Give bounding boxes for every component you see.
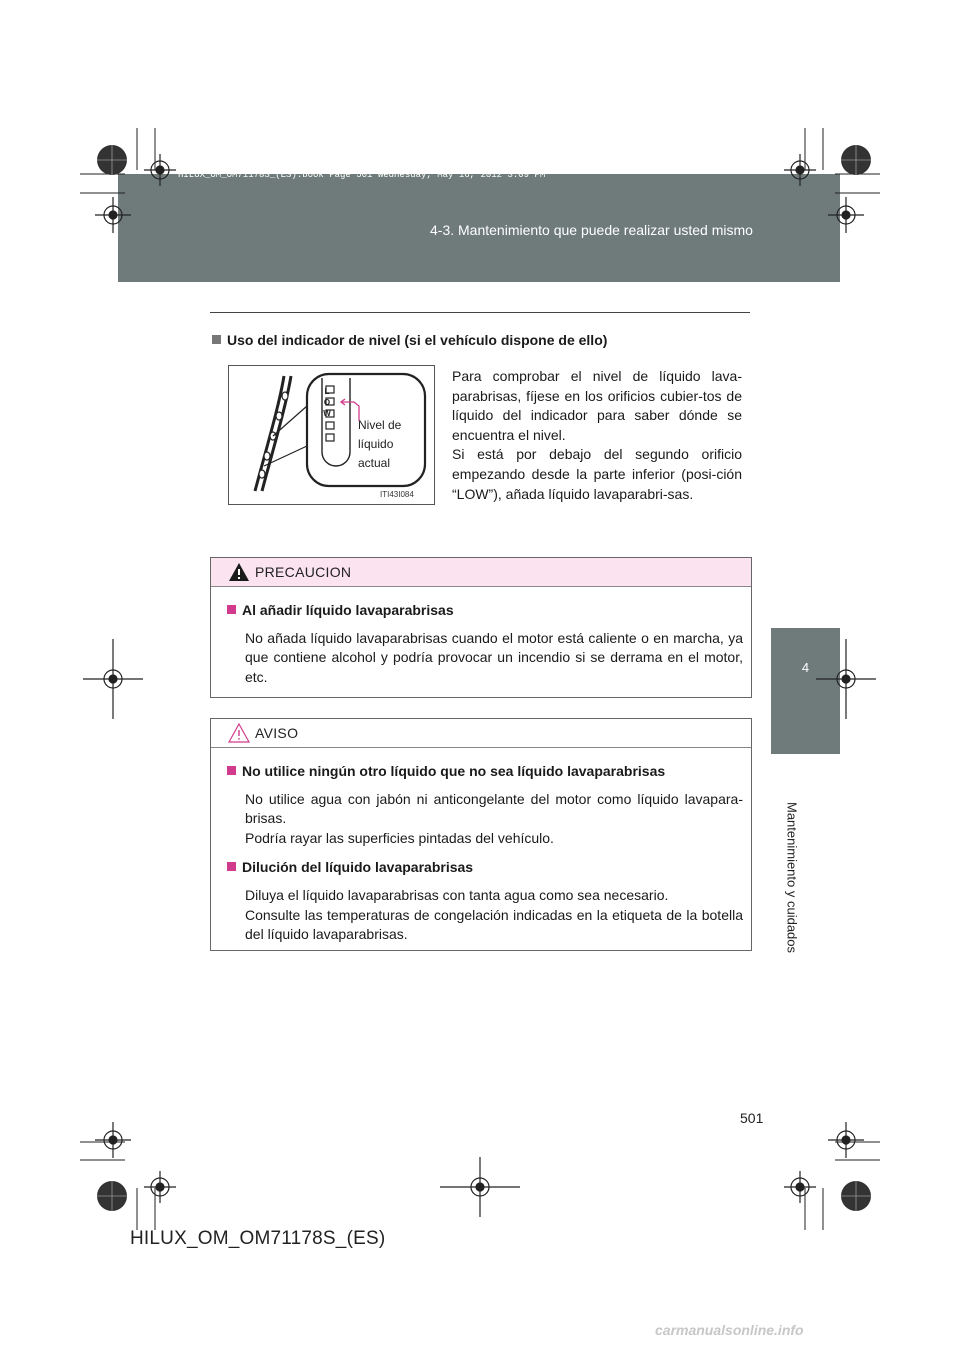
footer-code: HILUX_OM_OM71178S_(ES) — [130, 1228, 386, 1249]
subsection-title: Uso del indicador de nivel (si el vehículo dispone de ello) — [227, 332, 608, 348]
gauge-low-text — [323, 386, 331, 419]
notice-item-2-line-2: Consulte las temperaturas de congelación indicadas en la etiqueta de la botella del líquido lavaparabrisas. — [245, 906, 743, 943]
notice-item-1-text — [245, 790, 743, 849]
notice-triangle-icon — [228, 723, 250, 743]
chapter-number: 4 — [801, 660, 810, 675]
bullet-square-icon — [227, 862, 236, 871]
body-text — [452, 367, 742, 504]
warning-triangle-icon — [228, 562, 250, 582]
book-info-line: HILUX_OM_OM71178S_(ES).book Page 501 Wednesday, May 16, 2012 3:09 PM — [178, 170, 546, 180]
section-rule — [210, 312, 750, 313]
caution-item-text — [245, 629, 743, 688]
notice-item-2-text — [245, 886, 743, 945]
gauge-low-label: LOW — [323, 387, 331, 418]
watermark: carmanualsonline.info — [655, 1322, 804, 1338]
notice-item-1-line-1: No utilice agua con jabón ni anticongelante del motor como líquido lavapara-brisas. — [245, 790, 743, 827]
bullet-square-icon — [227, 605, 236, 614]
caution-title: PRECAUCION — [255, 564, 352, 580]
caution-item-heading-text: Al añadir líquido lavaparabrisas — [242, 602, 454, 618]
notice-item-2-line-1: Diluya el líquido lavaparabrisas con tanta agua como sea necesario. — [245, 886, 669, 903]
figure-label-line-2: líquido — [358, 437, 394, 451]
notice-item-1-line-2: Podría rayar las superficies pintadas del vehículo. — [245, 829, 554, 846]
chapter-label-text: Mantenimiento y cuidados — [784, 801, 800, 954]
notice-item-2-heading-text: Dilución del líquido lavaparabrisas — [242, 859, 474, 876]
body-paragraph-2: Si está por debajo del segundo orificio empezando desde la parte inferior (posi-ción “LOW”), añada líquido lavaparabri-sas. — [452, 446, 742, 502]
figure-label — [358, 416, 428, 473]
notice-header — [211, 719, 751, 748]
notice-box — [210, 718, 752, 951]
caution-box — [210, 557, 752, 698]
notice-item-2-heading — [227, 858, 743, 878]
notice-item-1-heading — [227, 762, 743, 782]
figure-label-line-3: actual — [358, 456, 391, 470]
section-title: 4-3. Mantenimiento que puede realizar usted mismo — [430, 222, 753, 238]
notice-item-1-heading-text: No utilice ningún otro líquido que no sea líquido lavaparabrisas — [242, 763, 666, 779]
caution-item-line: No añada líquido lavaparabrisas cuando el motor está caliente o en marcha, ya que contiene alcohol y podría provocar un incendio si se derrama en el motor, etc. — [245, 629, 743, 685]
subsection-heading — [212, 332, 607, 348]
bullet-square-icon — [212, 335, 221, 344]
figure-code: ITI43I084 — [380, 490, 414, 499]
notice-title: AVISO — [255, 725, 299, 741]
caution-item-heading — [227, 601, 743, 621]
notice-body — [211, 748, 751, 945]
body-paragraph-1: Para comprobar el nivel de líquido lava-parabrisas, fíjese en los orificios cubier-tos de líquido del indicador para saber dónde se encuentra el nivel. — [452, 368, 742, 443]
figure-label-line-1: Nivel de — [358, 418, 402, 432]
page-number: 501 — [740, 1110, 764, 1126]
bullet-square-icon — [227, 766, 236, 775]
caution-header — [211, 558, 751, 587]
caution-body — [211, 587, 751, 687]
